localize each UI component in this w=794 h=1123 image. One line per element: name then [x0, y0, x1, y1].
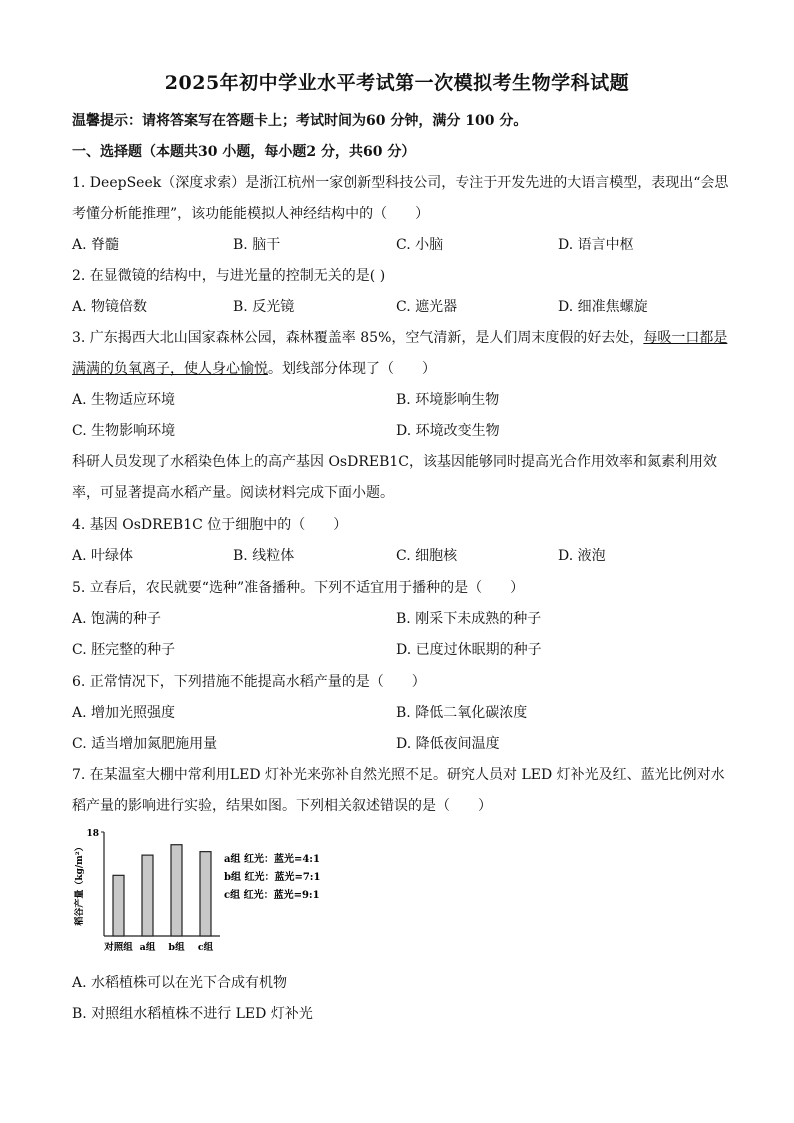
q3-option-a: A. 生物适应环境	[72, 392, 176, 408]
chart-bar	[142, 855, 153, 936]
question-5-line-1: 5. 立春后，农民就要“选种”准备播种。下列不适宜用于播种的是（ ）	[72, 580, 525, 596]
q1-option-c: C. 小脑	[396, 237, 444, 253]
q6-option-a: A. 增加光照强度	[72, 705, 176, 721]
q2-option-c: C. 遮光器	[396, 299, 458, 315]
chart-legend-entry: b组 红光：蓝光=7:1	[224, 872, 321, 883]
q4-option-d: D. 液泡	[558, 548, 606, 564]
q4-option-a: A. 叶绿体	[72, 548, 134, 564]
question-3-line-1	[72, 327, 727, 347]
chart-x-tick-label: c组	[197, 942, 214, 953]
q1-option-b: B. 脑干	[233, 237, 281, 253]
chart-legend-entry: a组 红光：蓝光=4:1	[224, 854, 320, 865]
yield-bar-chart	[72, 826, 352, 958]
chart-y-tick-label: 18	[86, 829, 99, 839]
q5-option-a: A. 饱满的种子	[72, 611, 162, 627]
q5-option-c: C. 胚完整的种子	[72, 642, 176, 658]
q6-option-c: C. 适当增加氮肥施用量	[72, 736, 218, 752]
question-1-line-2: 考懂分析能推理”，该功能能模拟人神经结构中的（ ）	[72, 206, 430, 222]
chart-bar	[171, 845, 182, 936]
q3-text-1a: 3. 广东揭西大北山国家森林公园，森林覆盖率 85%，空气清新，是人们周末度假的好去处，	[72, 330, 644, 346]
chart-bars	[113, 845, 211, 936]
q2-option-b: B. 反光镜	[233, 299, 295, 315]
question-2-line-1: 2. 在显微镜的结构中，与进光量的控制无关的是( )	[72, 268, 386, 284]
q6-option-d: D. 降低夜间温度	[396, 736, 500, 752]
q4-option-c: C. 细胞核	[396, 548, 458, 564]
chart-bar	[200, 852, 211, 936]
chart-x-tick-label: a组	[139, 942, 156, 953]
q3-underlined-1: 每吸一口都是	[643, 330, 728, 346]
q3-option-c: C. 生物影响环境	[72, 423, 176, 439]
notice: 温馨提示：请将答案写在答题卡上；考试时间为60 分钟，满分 100 分。	[72, 113, 528, 129]
chart-legend-entry: c组 红光：蓝光=9:1	[224, 890, 320, 901]
question-1-line-1: 1. DeepSeek（深度求索）是浙江杭州一家创新型科技公司，专注于开发先进的大语言模型，表现出“会思	[72, 175, 729, 191]
q1-option-d: D. 语言中枢	[558, 237, 634, 253]
q5-option-d: D. 已度过休眠期的种子	[396, 642, 542, 658]
question-6-line-1: 6. 正常情况下，下列措施不能提高水稻产量的是（ ）	[72, 674, 426, 690]
q2-option-a: A. 物镜倍数	[72, 299, 148, 315]
exam-title: 2025年初中学业水平考试第一次模拟考生物学科试题	[164, 72, 630, 94]
q3-underlined-2: 满满的负氧离子，使人身心愉悦	[72, 361, 268, 377]
q6-option-b: B. 降低二氧化碳浓度	[396, 705, 528, 721]
material-line-1: 科研人员发现了水稻染色体上的高产基因 OsDREB1C，该基因能够同时提高光合作用效率和氮素利用效	[72, 454, 718, 470]
q3-text-2b: 。划线部分体现了（ ）	[268, 361, 436, 377]
chart-bar	[113, 875, 124, 936]
question-7-line-1: 7. 在某温室大棚中常利用LED 灯补光来弥补自然光照不足。研究人员对 LED 灯补光及红、蓝光比例对水	[72, 767, 725, 783]
q5-option-b: B. 刚采下未成熟的种子	[396, 611, 542, 627]
q7-option-b: B. 对照组水稻植株不进行 LED 灯补光	[72, 1006, 313, 1022]
chart-y-axis-label: 稻谷产量（kg/m²）	[75, 842, 85, 926]
q1-option-a: A. 脊髓	[72, 237, 120, 253]
q3-option-d: D. 环境改变生物	[396, 423, 500, 439]
q3-option-b: B. 环境影响生物	[396, 392, 500, 408]
chart-legend	[224, 852, 320, 901]
question-7-line-2: 稻产量的影响进行实验，结果如图。下列相关叙述错误的是（ ）	[72, 798, 492, 814]
chart-x-tick-label: b组	[168, 942, 185, 953]
chart-x-tick-labels	[103, 941, 213, 953]
q2-option-d: D. 细准焦螺旋	[558, 299, 648, 315]
material-line-2: 率，可显著提高水稻产量。阅读材料完成下面小题。	[72, 485, 394, 501]
section-heading: 一、选择题（本题共30 小题，每小题2 分，共60 分）	[72, 144, 416, 160]
chart-x-tick-label: 对照组	[104, 942, 133, 953]
q4-option-b: B. 线粒体	[233, 548, 295, 564]
question-4-line-1: 4. 基因 OsDREB1C 位于细胞中的（ ）	[72, 517, 348, 533]
question-3-line-2	[72, 358, 436, 378]
q7-option-a: A. 水稻植株可以在光下合成有机物	[72, 975, 288, 991]
